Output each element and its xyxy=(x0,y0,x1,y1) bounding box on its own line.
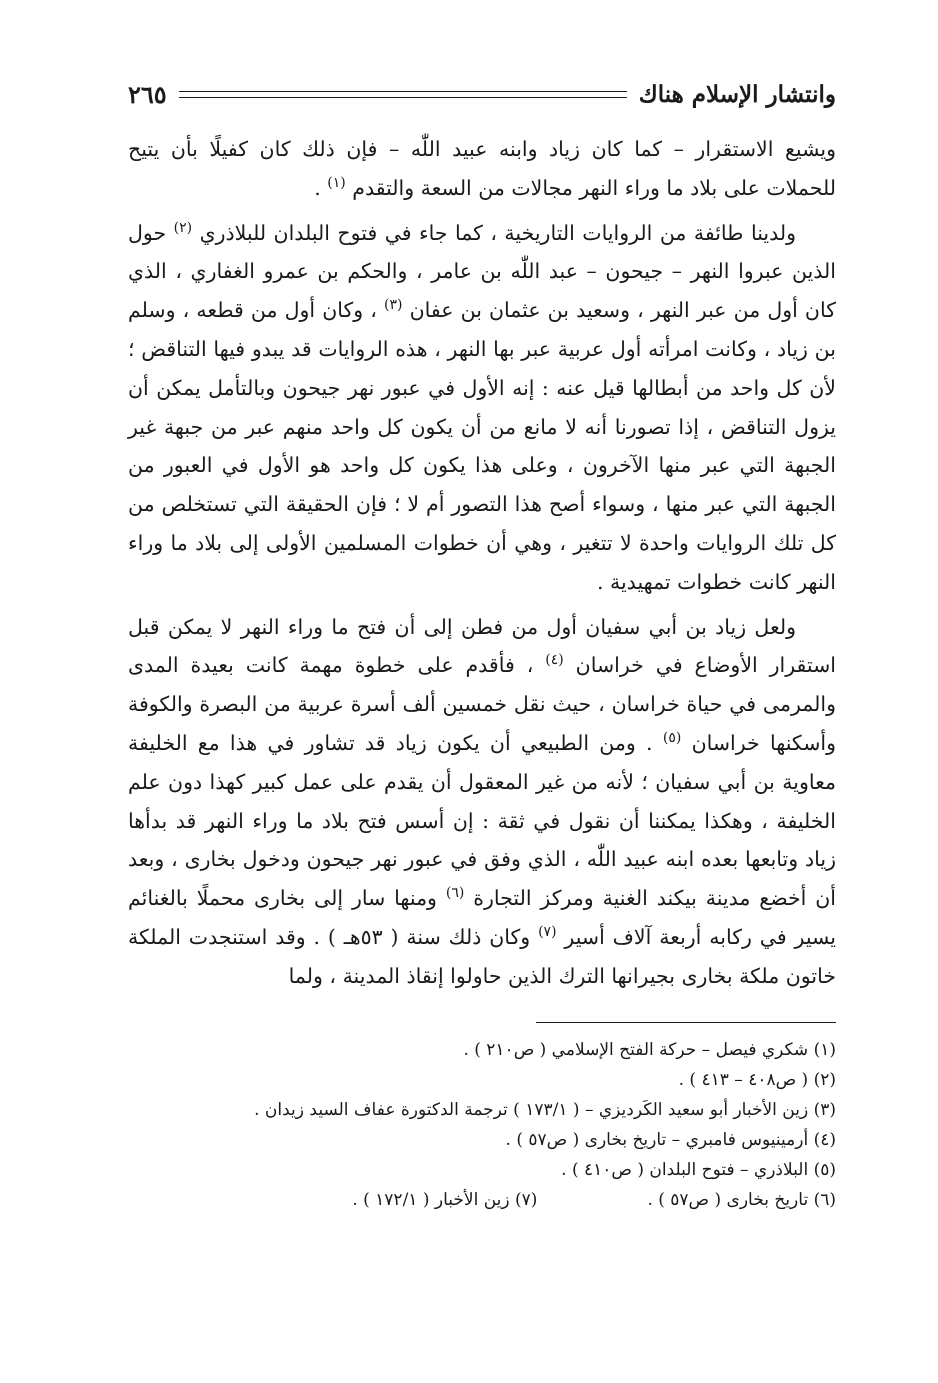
paragraph-text: . ومن الطبيعي أن يكون زياد قد تشاور في هذا مع الخليفة معاوية بن أبي سفيان ؛ لأنه من غير المعقول أن يقدم على عمل كبير كهذا دون علم الخليفة ، وهكذا يمكننا أن نقول في ثقة : إن أسس فتح بلاد ما وراء النهر قد بدأها زياد وتابعها بعده ابنه عبيد اللّٰه ، الذي وفق في عبور نهر جيحون ودخول بخارى ، وبعد أن أخضع مدينة بيكند الغنية ومركز التجارة xyxy=(128,730,836,911)
footnote-ref-4: (٤) xyxy=(545,652,564,669)
paragraph-text: وكان ذلك سنة ( ٥٣هـ ) . وقد استنجدت الملكة خاتون ملكة بخارى بجيرانها الترك الذين حاولوا إنقاذ المدينة ، ولما xyxy=(128,924,836,988)
footnote-7: (٧) زين الأخبار ( ١٧٢/١ ) . xyxy=(352,1189,538,1210)
footnote-ref-5: (٥) xyxy=(662,730,682,747)
footnote-4: (٤) أرمينيوس فامبري – تاريخ بخارى ( ص٥٧ ) . xyxy=(505,1129,836,1150)
footnote-separator xyxy=(536,1022,836,1023)
body-text xyxy=(128,130,836,996)
paragraph-3 xyxy=(128,608,836,996)
paragraph-text: ، وكان أول من قطعه ، وسلم بن زياد ، وكانت امرأته أول عربية عبر بها النهر ، هذه الروايات قد يبدو فيها التناقض ؛ لأن كل واحد من أبطالها قيل عنه : إنه الأول في عبور نهر جيحون وبالتأمل يمكن أن يزول التناقض ، إذا تصورنا أنه لا مانع من أن يكون كل واحد منهم عبر من جبهة غير الجبهة التي عبر منها الآخرون ، وعلى هذا يكون كل واحد هو الأول في العبور من الجبهة التي عبر منها ، وسواء أصح هذا التصور أم لا ؛ فإن الحقيقة التي تستخلص من كل تلك الروايات واحدة لا تتغير ، وهي أن خطوات المسلمين الأولى إلى بلاد ما وراء النهر كانت خطوات تمهيدية . xyxy=(128,298,836,594)
footnote-6: (٦) تاريخ بخارى ( ص٥٧ ) . xyxy=(647,1189,836,1210)
book-page xyxy=(128,70,836,1360)
footnote-ref-7: (٧) xyxy=(538,924,557,941)
paragraph-text: ويشيع الاستقرار – كما كان زياد وابنه عبيد اللّٰه – فإن ذلك كان كفيلًا بأن يتيح للحملات على بلاد ما وراء النهر مجالات من السعة والتقدم xyxy=(128,137,836,200)
footnote-ref-3: (٣) xyxy=(384,297,403,314)
footnote-ref-6: (٦) xyxy=(445,885,465,902)
paragraph-text: ولعل زياد بن أبي سفيان أول من فطن إلى أن فتح ما وراء النهر لا يمكن قبل استقرار الأوضاع في خراسان xyxy=(128,614,836,678)
footnote-ref-1: (١) xyxy=(327,174,346,191)
header-double-rule xyxy=(179,91,627,98)
paragraph-2 xyxy=(128,214,836,602)
page-number: ٢٦٥ xyxy=(128,79,167,109)
footnotes xyxy=(128,1035,836,1215)
footnote-2: (٢) ( ص٤٠٨ – ٤١٣ ) . xyxy=(678,1069,836,1090)
running-header-title: وانتشار الإسلام هناك xyxy=(638,80,836,108)
footnote-1: (١) شكري فيصل – حركة الفتح الإسلامي ( ص٢١٠ ) . xyxy=(463,1039,836,1060)
footnote-ref-2: (٢) xyxy=(173,219,193,236)
footnote-row-6-7 xyxy=(128,1185,836,1215)
footnote-5: (٥) البلاذري – فتوح البلدان ( ص٤١٠ ) . xyxy=(561,1159,836,1180)
footnote-3: (٣) زين الأخبار أبو سعيد الكَرديزي – ( ١٧٣/١ ) ترجمة الدكتورة عفاف السيد زيدان . xyxy=(254,1099,836,1120)
paragraph-text: ومنها سار إلى بخارى محملًا بالغنائم يسير في ركابه أربعة آلاف أسير xyxy=(128,886,836,949)
paragraph-text: ولدينا طائفة من الروايات التاريخية ، كما جاء في فتوح البلدان للبلاذري xyxy=(199,220,796,245)
running-header xyxy=(128,70,836,118)
paragraph-text: ، فأقدم على خطوة مهمة كانت بعيدة المدى والمرمى في حياة خراسان ، حيث نقل خمسين ألف أسرة عربية من البصرة والكوفة وأسكنها خراسان xyxy=(128,653,836,755)
paragraph-1 xyxy=(128,130,836,208)
paragraph-text: . xyxy=(314,175,321,200)
paragraph-text: حول الذين عبروا النهر – جيحون – عبد اللّٰه بن عامر ، والحكم بن عمرو الغفاري ، الذي كان أول من عبر النهر ، وسعيد بن عثمان بن عفان xyxy=(128,220,836,323)
